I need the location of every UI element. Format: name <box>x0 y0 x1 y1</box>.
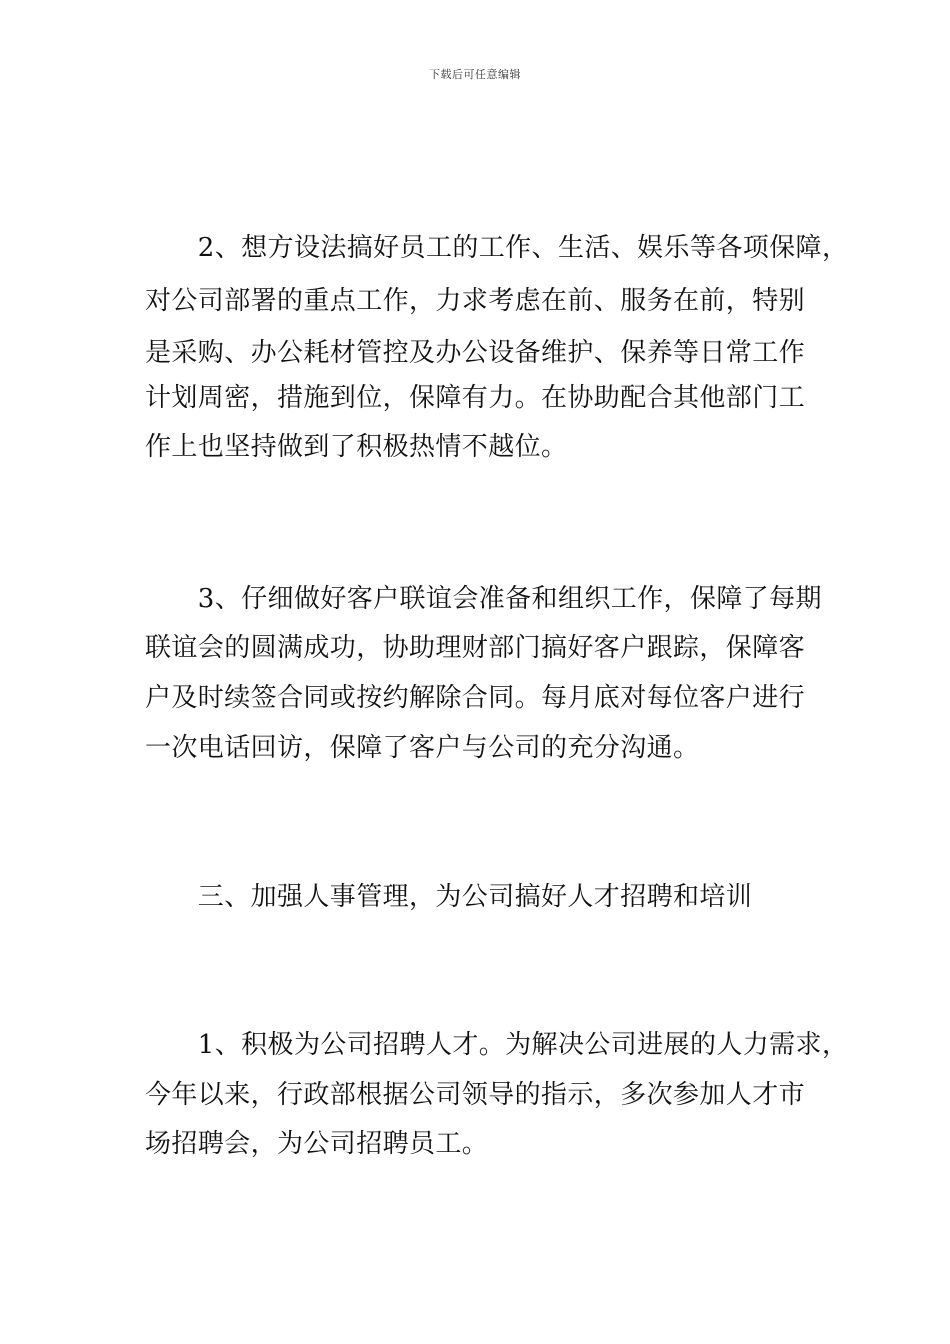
text-line: 计划周密，措施到位，保障有力。在协助配合其他部门工 <box>145 383 806 413</box>
text-line: 2、想方设法搞好员工的工作、生活、娱乐等各项保障， <box>145 233 849 263</box>
text-line: 户及时续签合同或按约解除合同。每月底对每位客户进行 <box>145 683 806 713</box>
text-line: 联谊会的圆满成功，协助理财部门搞好客户跟踪，保障客 <box>145 633 806 663</box>
text-line: 是采购、办公耗材管控及办公设备维护、保养等日常工作 <box>145 338 806 368</box>
text-line: 对公司部署的重点工作，力求考虑在前、服务在前，特别 <box>145 286 806 316</box>
page-header: 下载后可任意编辑 <box>429 68 521 81</box>
text-line: 3、仔细做好客户联谊会准备和组织工作，保障了每期 <box>145 584 822 614</box>
text-line: 一次电话回访，保障了客户与公司的充分沟通。 <box>145 733 700 763</box>
text-line: 1、积极为公司招聘人才。为解决公司进展的人力需求， <box>145 1030 849 1060</box>
text-line: 三、加强人事管理，为公司搞好人才招聘和培训 <box>145 882 753 912</box>
text-line: 今年以来，行政部根据公司领导的指示，多次参加人才市 <box>145 1080 806 1110</box>
text-line: 作上也坚持做到了积极热情不越位。 <box>145 432 568 462</box>
text-line: 场招聘会，为公司招聘员工。 <box>145 1129 489 1159</box>
